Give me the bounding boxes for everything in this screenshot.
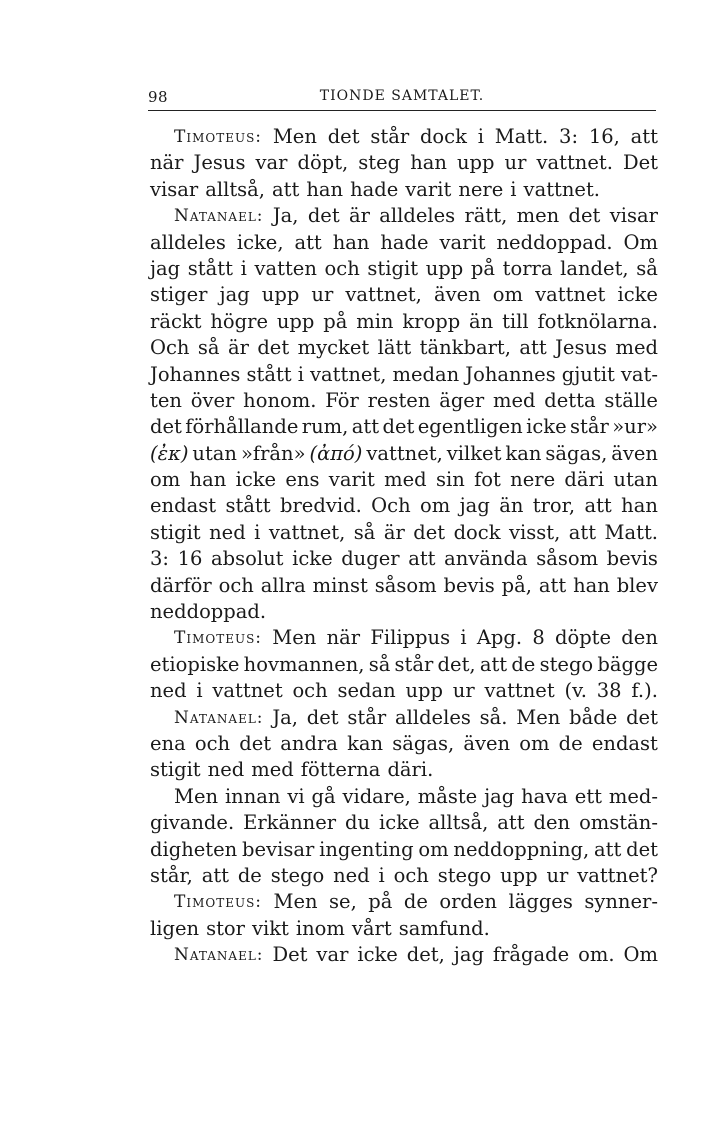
text-line: jag stått i vatten och stigit upp på torra landet, så [150, 256, 658, 280]
speaker-name: Natanael: [174, 206, 264, 227]
text-line: därför och allra minst såsom bevis på, att han blev [150, 573, 658, 597]
text-line: när Jesus var döpt, steg han upp ur vattnet. Det [150, 151, 658, 175]
speaker-name: Natanael: [174, 945, 264, 966]
running-head: TIONDE SAMTALET. [319, 88, 485, 104]
text-line: endast stått bredvid. Och om jag än tror, att han [150, 494, 658, 518]
text-line: räckt högre upp på min kropp än till fotknölarna. [150, 309, 658, 333]
text-line: Johannes stått i vattnet, medan Johannes gjutit vat- [150, 362, 658, 386]
text-line: stigit ned med fötterna däri. [150, 758, 434, 782]
text-line: stigit ned i vattnet, så är det dock visst, att Matt. [150, 520, 658, 544]
text-line: digheten bevisar ingenting om neddoppning, att det [150, 837, 658, 861]
text-line: det förhållande rum, att det egentligen icke står »ur» [150, 415, 658, 439]
speaker-name: Natanael: [174, 707, 264, 728]
speaker-name: Timoteus: [174, 127, 263, 147]
speaker-name: Timoteus: [174, 628, 263, 649]
text-line: Natanael: Det var icke det, jag frågade om. Om [150, 942, 658, 968]
text-line: ten över honom. För resten äger med detta ställe [150, 388, 658, 412]
text-line: Timoteus: Men det står dock i Matt. 3: 16, att [150, 124, 658, 150]
text-line: givande. Erkänner du icke alltså, att den omstän- [150, 811, 658, 835]
text-line: 3: 16 absolut icke duger att använda såsom bevis [150, 547, 658, 571]
text-line: etiopiske hovmannen, så står det, att de stego bägge [150, 652, 658, 676]
text-line: stiger jag upp ur vattnet, även om vattnet icke [150, 283, 658, 307]
text-line: står, att de stego ned i och stego upp ur vattnet? [150, 863, 658, 887]
text-line: Natanael: Ja, det är alldeles rätt, men det visar [150, 203, 658, 229]
text-line: ena och det andra kan sägas, även om de endast [150, 731, 658, 755]
text-line: alldeles icke, att han hade varit neddoppad. Om [150, 230, 658, 254]
page-number: 98 [148, 88, 169, 106]
text-line: Men innan vi gå vidare, måste jag hava ett med- [174, 784, 658, 808]
text-line: ligen stor vikt inom vårt samfund. [150, 916, 490, 940]
text-line: ned i vattnet och sedan upp ur vattnet (v. 38 f.). [150, 679, 658, 703]
page-header [148, 86, 656, 111]
text-line: Timoteus: Men se, på de orden lägges synner- [150, 889, 658, 915]
text-line: Och så är det mycket lätt tänkbart, att Jesus med [150, 336, 658, 360]
speaker-name: Timoteus: [174, 892, 263, 913]
text-line: neddoppad. [150, 600, 267, 624]
text-line: visar alltså, att han hade varit nere i vattnet. [150, 177, 600, 201]
text-line: Timoteus: Men när Filippus i Apg. 8 döpte den [150, 625, 658, 651]
text-line: Natanael: Ja, det står alldeles så. Men både det [150, 705, 658, 731]
text-line: om han icke ens varit med sin fot nere däri utan [150, 468, 658, 492]
body-text [150, 124, 658, 969]
text-line: (ἐκ) utan »från» (ἀπό) vattnet, vilket kan sägas, även [150, 441, 658, 465]
